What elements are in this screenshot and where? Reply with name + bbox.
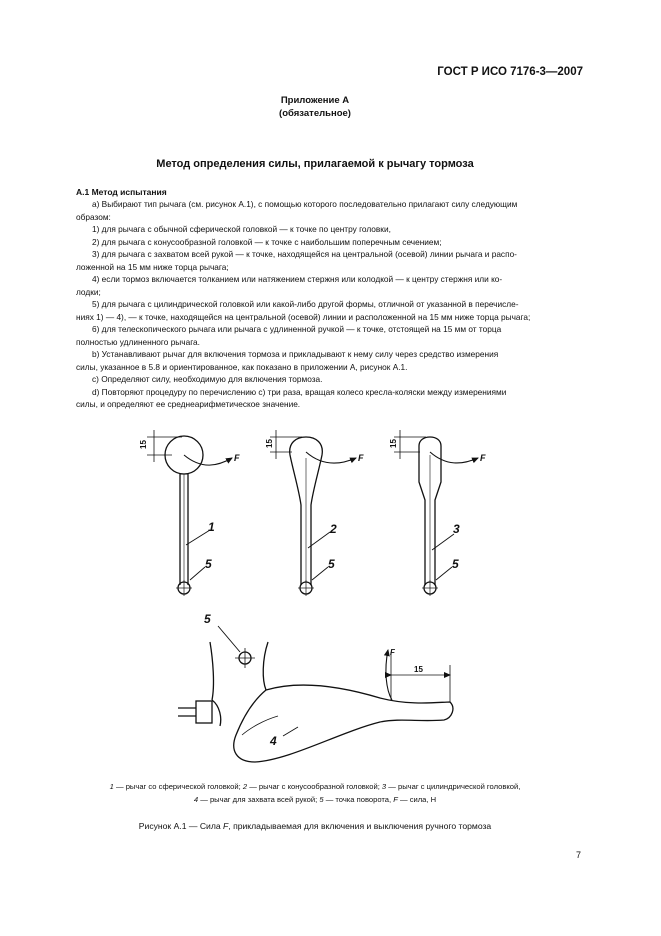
paragraph-c: с) Определяют силу, необходимую для включения тормоза. (92, 374, 323, 384)
force-label-1: F (234, 453, 240, 463)
legend-text-2: — рычаг с конусообразной головкой; (247, 782, 382, 791)
figure-caption (60, 821, 570, 831)
page-number: 7 (575, 850, 581, 860)
caption-post: , прикладываемая для включения и выключения ручного тормоза (228, 821, 492, 831)
legend-text-6: — сила, Н (397, 795, 437, 804)
lever-full-hand-grip (178, 626, 453, 762)
item-5: 5) для рычага с цилиндрической головкой или какой-либо другой формы, отличной от указанной в перечисле- (92, 299, 519, 309)
dim-label-4: 15 (414, 665, 423, 674)
callout-5-lever4: 5 (204, 612, 211, 626)
legend-text-1: — рычаг со сферической головкой; (113, 782, 243, 791)
lever-spherical-head (147, 430, 232, 596)
item-4-cont: лодки; (76, 286, 101, 297)
callout-3: 3 (453, 522, 460, 536)
body-text (76, 198, 582, 411)
lever-cylindrical-head (394, 430, 478, 596)
callout-4: 4 (270, 734, 277, 748)
lever-conical-head (270, 430, 356, 596)
legend-text-5: — точка поворота, (323, 795, 394, 804)
legend-num-5: 5 (319, 795, 324, 804)
item-6: 6) для телескопического рычага или рычага с удлиненной ручкой — к точке, отстоящей на 15 мм от торца (92, 324, 502, 334)
legend-num-2: 2 (242, 782, 248, 791)
item-3-cont: ложенной на 15 мм ниже торца рычага; (76, 261, 229, 272)
paragraph-d-cont: силы, и определяют ее среднеарифметическое значение. (76, 399, 301, 409)
legend-num-f: F (393, 795, 398, 804)
dim-label-1: 15 (139, 440, 148, 449)
legend-text-4: — рычаг для захвата всей рукой; (198, 795, 320, 804)
legend-num-3: 3 (381, 782, 387, 791)
callout-5-lever1: 5 (205, 557, 212, 571)
item-2: 2) для рычага с конусообразной головкой — к точке с наибольшим поперечным сечением; (92, 236, 442, 247)
paragraph-b: b) Устанавливают рычаг для включения тормоза и прикладывают к нему силу через средство измерения (92, 349, 499, 359)
section-heading: А.1 Метод испытания (76, 187, 167, 197)
legend-text-3: — рычаг с цилиндрической головкой, (386, 782, 521, 791)
legend-num-4: 4 (193, 795, 199, 804)
item-5-cont: ниях 1) — 4), — к точке, находящейся на центральной (осевой) линии и расположенной на 15 мм ниже торца рычага; (76, 311, 531, 322)
item-3: 3) для рычага с захватом всей рукой — к точке, находящейся на центральной (осевой) линии рычага и распо- (92, 249, 517, 259)
standard-number: ГОСТ Р ИСО 7176-3—2007 (437, 66, 583, 78)
figure-legend-line-2 (60, 795, 570, 804)
force-label-2: F (358, 453, 364, 463)
item-4: 4) если тормоз включается толканием или натяжением стержня или колодкой — к центру стержня или ко- (92, 274, 503, 284)
callout-2: 2 (330, 522, 337, 536)
figure-legend-line-1 (60, 782, 570, 791)
callout-5-lever2: 5 (328, 557, 335, 571)
legend-num-1: 1 (109, 782, 114, 791)
force-label-4: F (390, 648, 395, 657)
caption-pre: Рисунок А.1 — Сила (138, 821, 224, 831)
dim-label-3: 15 (389, 439, 398, 448)
callout-1: 1 (208, 520, 215, 534)
item-6-cont: полностью удлиненного рычага. (76, 336, 200, 347)
caption-force: F (223, 821, 229, 831)
figure-brake-levers (0, 420, 661, 780)
dim-label-2: 15 (265, 439, 274, 448)
item-1: 1) для рычага с обычной сферической головкой — к точке по центру головки, (92, 224, 391, 234)
page-heading: Метод определения силы, прилагаемой к рычагу тормоза (156, 158, 474, 170)
paragraph-b-cont: силы, указанное в 5.8 и ориентированное, как показано в приложении А, рисунок А.1. (76, 361, 408, 372)
paragraph-d: d) Повторяют процедуру по перечислению с) три раза, вращая колесо кресла-коляски между измерениями (92, 386, 507, 397)
callout-5-lever3: 5 (452, 557, 459, 571)
annex-title: Приложение А (280, 95, 350, 106)
force-label-3: F (480, 453, 486, 463)
paragraph-a: а) Выбирают тип рычага (см. рисунок А.1), с помощью которого последовательно прилагают силу следующим (92, 199, 518, 209)
paragraph-a-cont: образом: (76, 211, 111, 222)
annex-note: (обязательное) (279, 108, 351, 119)
